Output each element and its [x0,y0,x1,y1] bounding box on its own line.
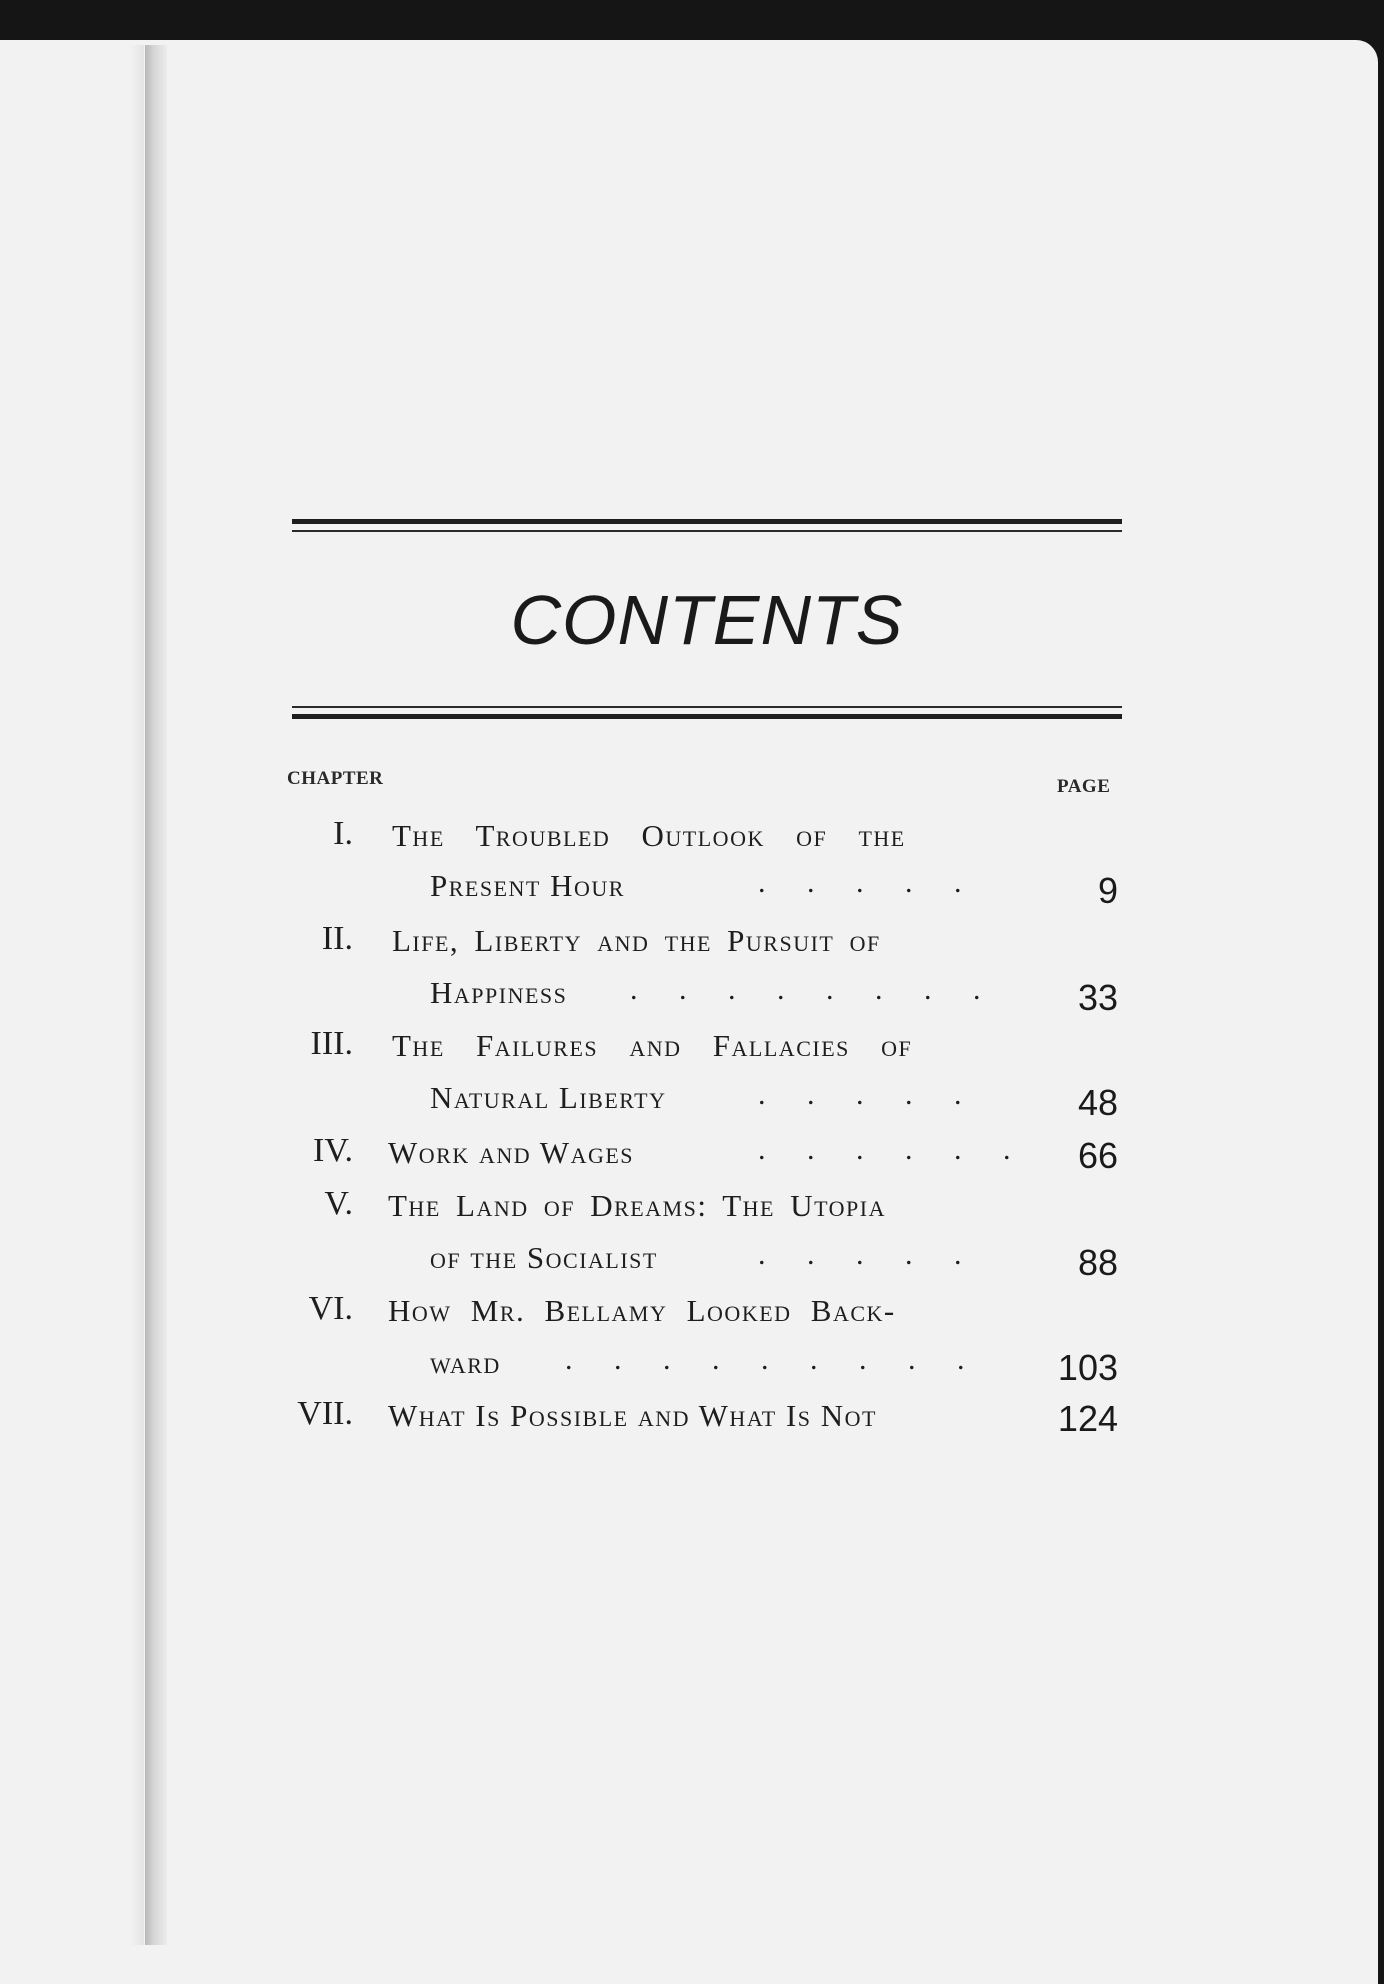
book-binding [145,45,167,1945]
leader-dots: . . . . . . [758,1133,1028,1166]
chapter-number: VII. [297,1395,353,1432]
chapter-title-line2: ward [430,1345,501,1380]
chapter-number: I. [333,815,353,852]
chapter-title-line2: of the Socialist [430,1240,658,1275]
page-number: 103 [1057,1347,1118,1388]
leader-dots: . . . . . . . . . [565,1343,982,1376]
page-number: 66 [1077,1135,1118,1176]
chapter-title-line1: The Troubled Outlook of the [392,818,906,853]
page-number: 33 [1077,977,1118,1018]
chapter-title-line1: The Land of Dreams: The Utopia [388,1188,886,1223]
chapter-number: IV. [313,1132,353,1169]
chapter-number: V. [324,1185,353,1222]
chapter-title-line2: Natural Liberty [430,1080,667,1115]
page-number: 124 [1057,1398,1118,1439]
chapter-title-line2: Present Hour [430,868,625,903]
leader-dots: . . . . . [758,866,979,899]
chapter-number: II. [321,920,353,957]
leader-dots: . . . . . [758,1238,979,1271]
leader-dots: . . . . . . . . [630,973,998,1006]
chapter-title: What Is Possible and What Is Not [388,1398,877,1433]
page-title: CONTENTS [510,581,904,659]
chapter-title-line1: Life, Liberty and the Pursuit of [392,923,881,958]
page-number: 9 [1097,870,1118,911]
binding-shadow [130,45,144,1945]
top-rule [292,519,1122,532]
chapter-column-header: CHAPTER [287,768,384,789]
leader-dots: . . . . . [758,1078,979,1111]
chapter-number: III. [310,1025,353,1062]
chapter-title-line1: The Failures and Fallacies of [392,1028,913,1063]
page-number: 88 [1077,1242,1118,1283]
chapter-title-line1: How Mr. Bellamy Looked Back- [388,1293,896,1328]
chapter-number: VI. [308,1290,353,1327]
chapter-title: Work and Wages [388,1135,635,1170]
page-number: 48 [1077,1082,1118,1123]
bottom-rule [292,706,1122,719]
book-page [0,40,1378,1984]
chapter-title-line2: Happiness [430,975,568,1010]
page-column-header: PAGE [1057,776,1111,797]
